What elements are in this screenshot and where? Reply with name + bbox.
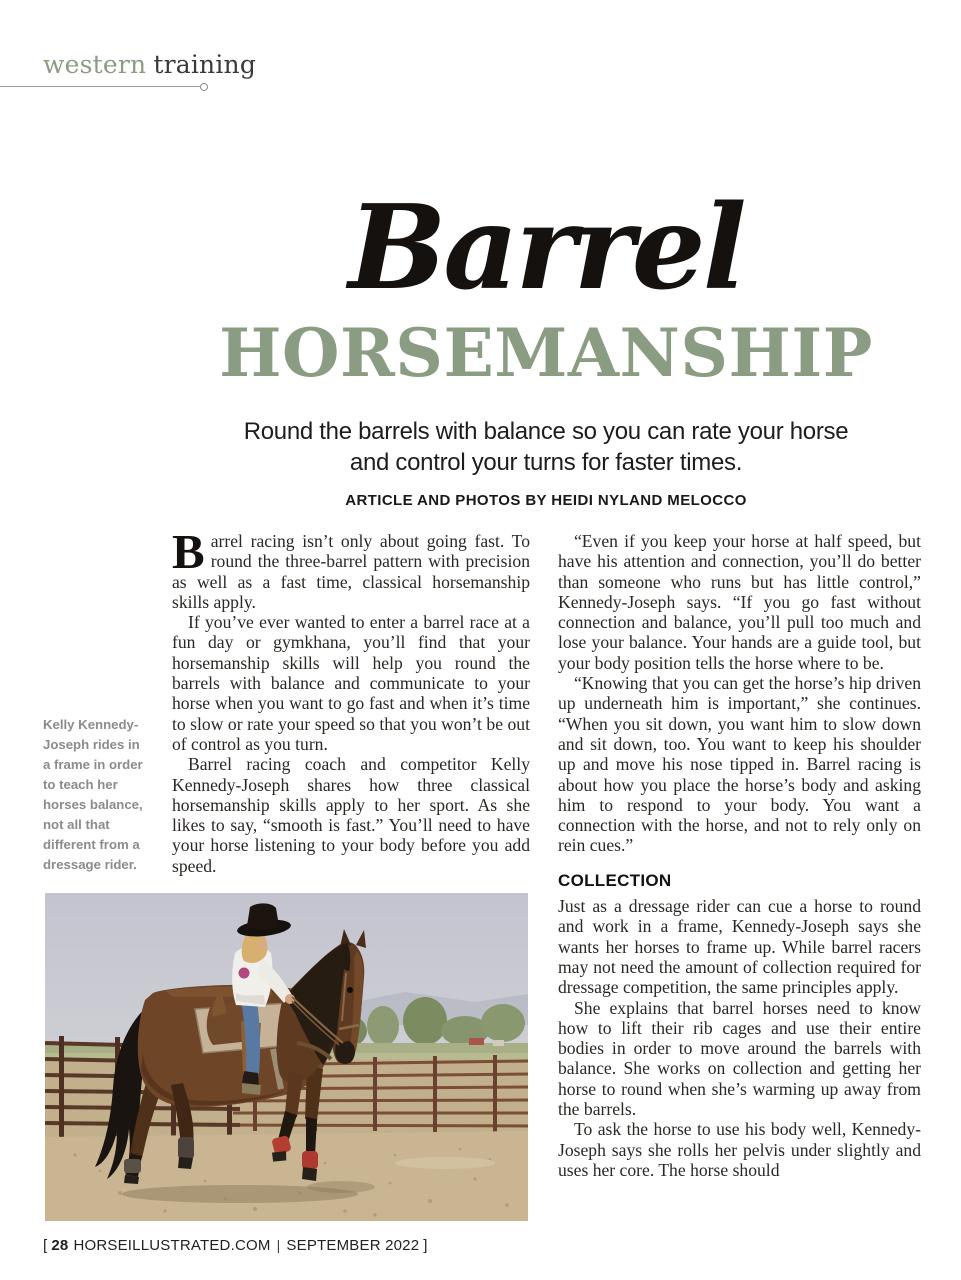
article-byline: ARTICLE AND PHOTOS BY HEIDI NYLAND MELOCCO [345, 492, 747, 509]
footer-issue: SEPTEMBER 2022 [286, 1237, 420, 1254]
paragraph: To ask the horse to use his body well, Kennedy-Joseph says she rolls her pelvis under slightly and uses her core. The horse should [558, 1119, 921, 1180]
cowboy-hat-crown [247, 903, 279, 929]
arena-photo [45, 893, 528, 1221]
red-boot-far [302, 1151, 318, 1169]
deck-line-1: Round the barrels with balance so you can rate your horse [243, 418, 849, 445]
horse-shadow-front [307, 1181, 375, 1193]
body-column-right [558, 531, 921, 1180]
paragraph: “Knowing that you can get the horse’s hip driven up underneath him is important,” she continues. “When you sit down, you want him to slow down and sit down, too. You want to keep his shoulder up and move his nose tipped in. Barrel racing is about how you place the horse’s body and asking him to respond to your body. You want a connection with the horse, and not to rely only on rein cues.” [558, 673, 921, 856]
article-title-script: Barrel [348, 180, 744, 316]
shirt-patch [239, 968, 250, 979]
paragraph [172, 524, 530, 612]
kicker-highlight: western [43, 50, 147, 79]
section-kicker [43, 50, 256, 79]
farm-building [493, 1040, 504, 1046]
paragraph: She explains that barrel horses need to know how to lift their rib cages and use their entire bodies in order to move around the barrels with balance. She works on collection and getting her horse to round when she’s warming up away from the barrels. [558, 997, 921, 1120]
article-deck [131, 416, 961, 478]
red-barn [469, 1038, 484, 1045]
kicker-rule-end-dot [200, 83, 208, 91]
paragraph: Just as a dressage rider can cue a horse to round and work in a frame, Kennedy-Joseph says she wants her horses to frame up. While barrel racers may not need the amount of collection required for dressage competition, the same principles apply. [558, 896, 921, 998]
deck-line-2: and control your turns for faster times. [349, 449, 743, 476]
horse-eye [347, 987, 353, 993]
photo-caption: Kelly Kennedy-Joseph rides in a frame in order to teach her horses balance, not all that different from a dressage rider. [43, 717, 143, 872]
footer-divider: | [276, 1237, 281, 1253]
body-column-left [172, 524, 530, 876]
footer-site: HORSEILLUSTRATED.COM [73, 1237, 271, 1254]
hind-boot [124, 1159, 141, 1173]
dirt-light-patch [395, 1157, 495, 1169]
paragraph: Barrel racing coach and competitor Kelly Kennedy-Joseph shares how three classical horsemanship skills apply to her sport. As she likes to say, “smooth is fast.” You’ll need to have your horse listening to your body before you add speed. [172, 754, 530, 876]
drop-cap: B [172, 524, 205, 579]
paragraph: If you’ve ever wanted to enter a barrel race at a fun day or gymkhana, you’ll find that your horsemanship skills will help you round the barrels with balance and communicate to your horse when you want to go fast and when it’s time to slow or rate your speed so that you won’t be out of control as you turn. [172, 612, 530, 754]
article-title-caps: HORSEMANSHIP [219, 314, 873, 392]
arena-photo-illustration [45, 893, 528, 1221]
kicker-rest: training [153, 50, 257, 79]
paragraph: “Even if you keep your horse at half speed, but have his attention and connection, you’ll do better than someone who runs but has little control,” Kennedy-Joseph says. “If you go fast without connection and balance, you’ll pull too much and lose your balance. Your hands are a guide tool, but your body position tells the horse where to be. [558, 531, 921, 673]
section-heading-collection: COLLECTION [558, 870, 672, 890]
page-footer [43, 1237, 428, 1254]
page-number: 28 [51, 1237, 69, 1254]
hind-wrap [178, 1137, 194, 1159]
paragraph-text: arrel racing isn’t only about going fast. To round the three-barrel pattern with precision as well as a fast time, classical horsemanship skills apply. [172, 531, 530, 612]
footer-bracket-close: ] [423, 1237, 428, 1254]
footer-bracket-open: [ [43, 1237, 48, 1254]
kicker-rule [0, 86, 202, 87]
stirrup [242, 1083, 261, 1095]
